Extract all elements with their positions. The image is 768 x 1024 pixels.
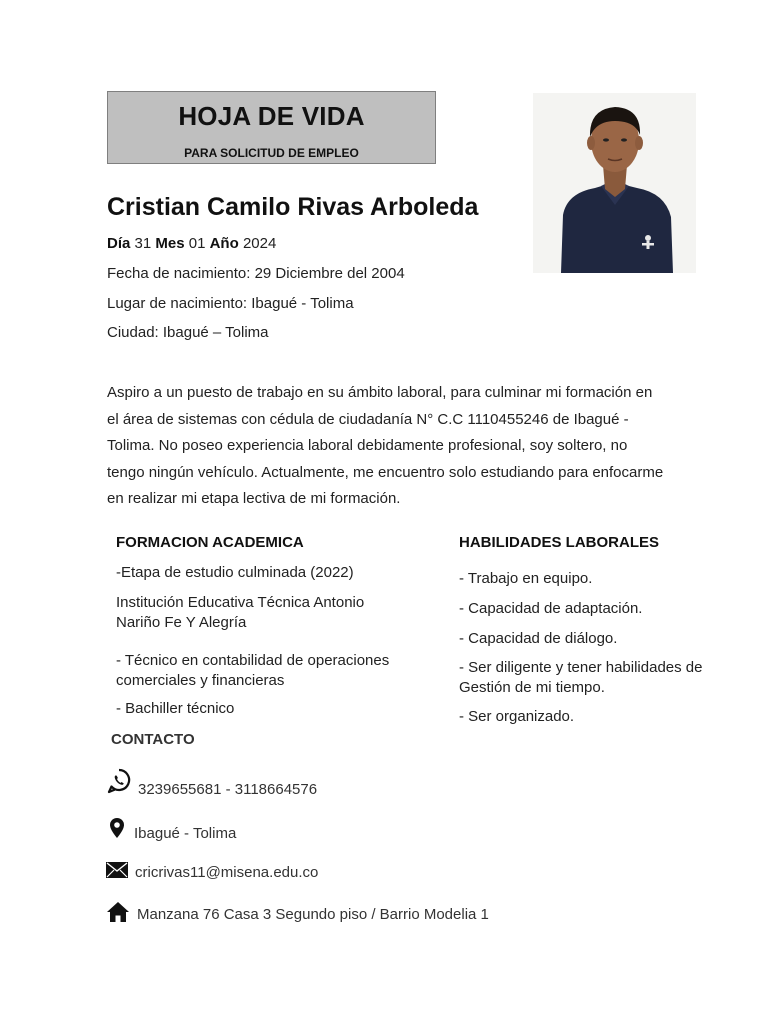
contact-title: CONTACTO bbox=[111, 731, 195, 748]
skill-item: - Trabajo en equipo. bbox=[459, 570, 593, 587]
skill-item: - Capacidad de adaptación. bbox=[459, 600, 643, 617]
birth-date: Fecha de nacimiento: 29 Diciembre del 2004 bbox=[107, 265, 405, 282]
month-label: Mes bbox=[155, 235, 185, 252]
document-title: HOJA DE VIDA bbox=[178, 101, 365, 131]
year-value: 2024 bbox=[242, 235, 277, 252]
email-link[interactable]: cricrivas11@misena.edu.co bbox=[135, 863, 319, 881]
education-item: Institución Educativa Técnica Antonio Nariño Fe Y Alegría bbox=[116, 594, 365, 631]
title-box bbox=[107, 91, 436, 164]
whatsapp-icon bbox=[106, 767, 132, 795]
skill-item: - Ser diligente y tener habilidades de Gestión de mi tiempo. bbox=[459, 659, 703, 696]
skill-item: - Ser organizado. bbox=[459, 708, 575, 725]
document-subtitle: PARA SOLICITUD DE EMPLEO bbox=[184, 146, 359, 160]
envelope-icon bbox=[106, 862, 128, 878]
home-icon bbox=[106, 901, 130, 923]
education-item: -Etapa de estudio culminada (2022) bbox=[116, 564, 354, 581]
full-name: Cristian Camilo Rivas Arboleda bbox=[107, 193, 479, 221]
phone-numbers[interactable]: 3239655681 - 3118664576 bbox=[138, 780, 318, 798]
education-title: FORMACION ACADEMICA bbox=[116, 534, 304, 551]
skill-item: - Capacidad de diálogo. bbox=[459, 630, 618, 647]
day-value: 31 bbox=[134, 235, 152, 252]
location-pin-icon bbox=[109, 817, 125, 839]
profile-photo bbox=[533, 93, 696, 273]
contact-email-row bbox=[106, 855, 318, 885]
date-line bbox=[107, 235, 276, 252]
contact-address-row bbox=[106, 897, 489, 927]
education-item: - Técnico en contabilidad de operaciones comerciales y financieras bbox=[116, 652, 390, 689]
day-label: Día bbox=[107, 235, 131, 252]
year-label: Año bbox=[209, 235, 239, 252]
contact-phone-row bbox=[106, 766, 317, 796]
city: Ciudad: Ibagué – Tolima bbox=[107, 324, 269, 341]
address-text: Manzana 76 Casa 3 Segundo piso / Barrio Modelia 1 bbox=[137, 905, 489, 923]
contact-location-row bbox=[106, 813, 236, 843]
education-item: - Bachiller técnico bbox=[116, 700, 235, 717]
month-value: 01 bbox=[188, 235, 206, 252]
birth-place: Lugar de nacimiento: Ibagué - Tolima bbox=[107, 295, 354, 312]
skills-title: HABILIDADES LABORALES bbox=[459, 534, 660, 551]
profile-summary: Aspiro a un puesto de trabajo en su ámbito laboral, para culminar mi formación en el área de sistemas con cédula de ciudadanía N° C.C 1110455246 de Ibagué - Tolima. No poseo experiencia laboral debidamente profesional, soy soltero, no tengo ningún vehículo. Actualmente, me encuentro solo estudiando para enfocarme en realizar mi etapa lectiva de mi formación. bbox=[107, 384, 664, 507]
location-text: Ibagué - Tolima bbox=[134, 825, 237, 842]
